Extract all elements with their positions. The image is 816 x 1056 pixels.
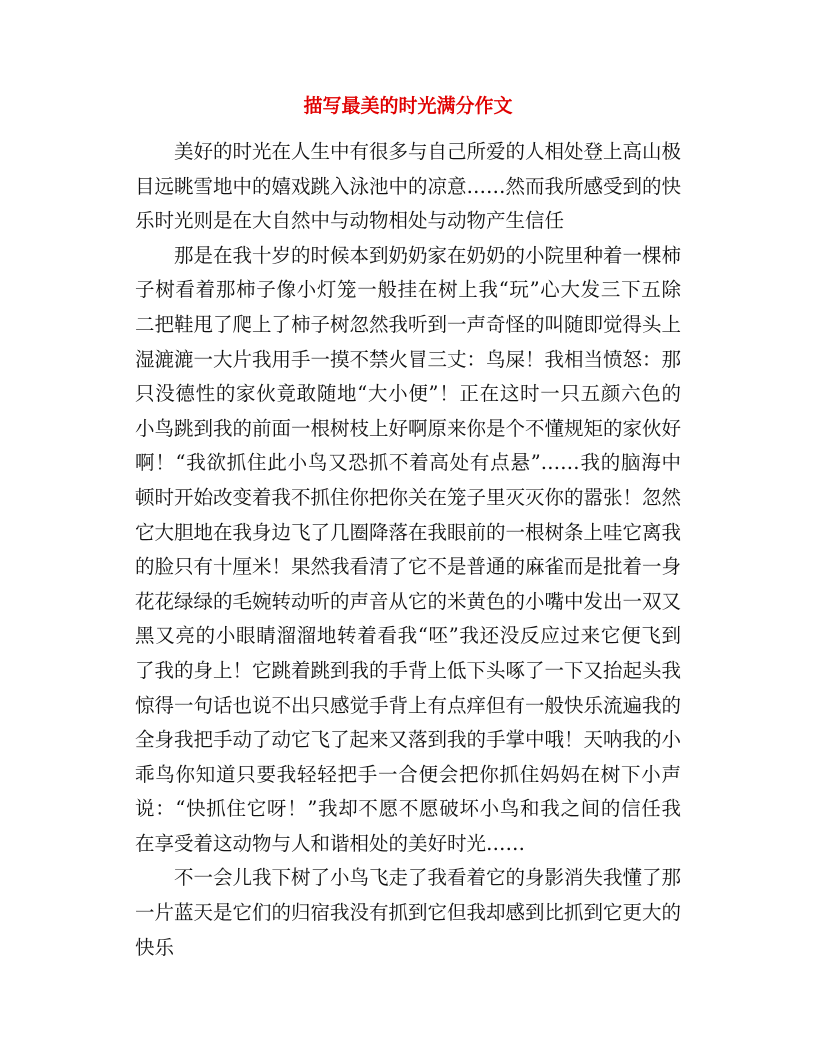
document-title: 描写最美的时光满分作文	[303, 95, 513, 117]
paragraph-3: 不一会儿我下树了小鸟飞走了我看着它的身影消失我懂了那一片蓝天是它们的归宿我没有抓到它但我却感到比抓到它更大的快乐	[135, 866, 682, 959]
paragraph-2: 那是在我十岁的时候本到奶奶家在奶奶的小院里种着一棵柿子树看着那柿子像小灯笼一般挂在树上我“玩”心大发三下五除二把鞋甩了爬上了柿子树忽然我听到一声奇怪的叫随即觉得头上湿漉漉一大片我用手一摸不禁火冒三丈：鸟屎！我相当愤怒：那只没德性的家伙竟敢随地“大小便”！正在这时一只五颜六色的小鸟跳到我的前面一根树枝上好啊原来你是个不懂规矩的家伙好啊！“我欲抓住此小鸟又恐抓不着高处有点悬”……我的脑海中顿时开始改变着我不抓住你把你关在笼子里灭灭你的嚣张！忽然它大胆地在我身边飞了几圈降落在我眼前的一根树条上哇它离我的脸只有十厘米！果然我看清了它不是普通的麻雀而是批着一身花花绿绿的毛婉转动听的声音从它的米黄色的小嘴中发出一双又黑又亮的小眼睛溜溜地转着看我“呸”我还没反应过来它便飞到了我的身上！它跳着跳到我的手背上低下头啄了一下又抬起头我惊得一句话也说不出只感觉手背上有点痒但有一般快乐流遍我的全身我把手动了动它飞了起来又落到我的手掌中哦！天呐我的小乖鸟你知道只要我轻轻把手一合便会把你抓住妈妈在树下小声说：“快抓住它呀！”我却不愿不愿破坏小鸟和我之间的信任我在享受着这动物与人和谐相处的美好时光……	[135, 243, 682, 855]
document-body	[135, 135, 681, 965]
paragraph-1: 美好的时光在人生中有很多与自己所爱的人相处登上高山极目远眺雪地中的嬉戏跳入泳池中的凉意……然而我所感受到的快乐时光则是在大自然中与动物相处与动物产生信任	[135, 140, 682, 233]
